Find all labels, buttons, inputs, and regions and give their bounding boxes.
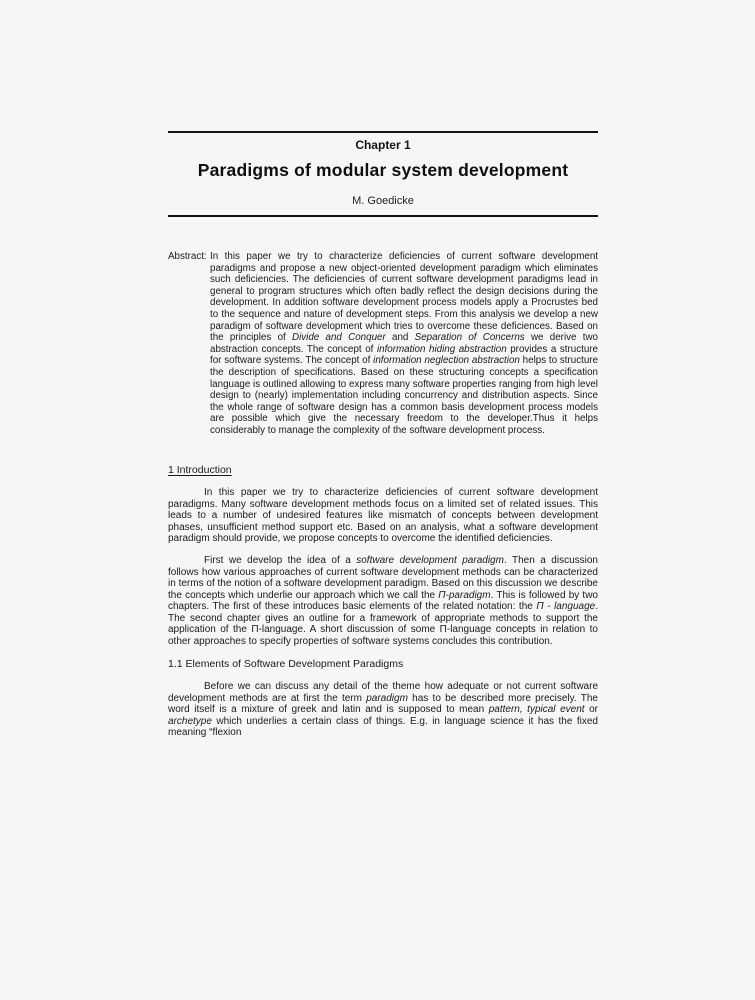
chapter-label: Chapter 1 — [355, 138, 411, 152]
page-title: Paradigms of modular system development — [197, 160, 569, 180]
elements-paragraph-1: Before we can discuss any detail of the theme how adequate or not current software development methods are at first the term paradigm has to be described more precisely. The word itself is a mixture of greek and latin and is supposed to mean pattern, typical event or archetype which underlies a certain class of things. E.g. in language science it has the fixed meaning “flexion — [168, 681, 599, 739]
author-name: M. Goedicke — [352, 195, 414, 207]
header-rule-bottom — [168, 215, 598, 217]
abstract-block — [168, 251, 598, 437]
abstract-label: Abstract: — [168, 251, 207, 262]
header-rule-top — [168, 131, 598, 133]
section-heading-elements-of-paradigms: 1.1 Elements of Software Development Paradigms — [168, 658, 404, 670]
introduction-paragraph-2: First we develop the idea of a software development paradigm. Then a discussion follows how various approaches of current software development methods can be characterized in terms of the notion of a software development paradigm. Based on this discussion we describe the concepts which underlie our approach which we call the Π-paradigm. This is followed by two chapters. The first of these introduces basic elements of the related notation: the Π - language. The second chapter gives an outline for a framework of appropriate methods to support the application of the Π-language. A short discussion of some Π-language concepts in relation to other approaches to specify properties of software systems concludes this contribution. — [168, 555, 598, 647]
section-heading-introduction: 1 Introduction — [168, 464, 232, 476]
abstract-text: In this paper we try to characterize deficiencies of current software development paradigms and propose a new object-oriented development paradigm which eliminates such deficiencies. The deficiencies of current software development paradigms lead in general to program structures which often badly reflect the design decisions during the development. In addition software development process models apply a Procrustes bed to the sequence and nature of development steps. From this analysis we develop a new paradigm of software development which tries to overcome these deficiences. Based on the principles of Divide and Conquer and Separation of Concerns we derive two abstraction concepts. The concept of information hiding abstraction provides a structure for software systems. The concept of information neglection abstraction helps to structure the description of specifications. Based on these structuring concepts a specification language is outlined allowing to express many software properties ranging from high level design to (nearly) implementation including concurrency and distribution aspects. Since the whole range of software design has a common basis development process models are possible which give the necessary freedom to the developer.Thus it helps considerably to manage the complexity of the software development process. — [210, 251, 599, 436]
introduction-paragraph-1: In this paper we try to characterize deficiencies of current software development paradigms. Many software development methods focus on a limited set of related issues. This leads to a number of undesired features like mismatch of concepts between development phases, unsufficient method support etc. Based on an analysis, what a software development paradigm should provide, we propose concepts to overcome the identified deficiencies. — [168, 487, 598, 545]
